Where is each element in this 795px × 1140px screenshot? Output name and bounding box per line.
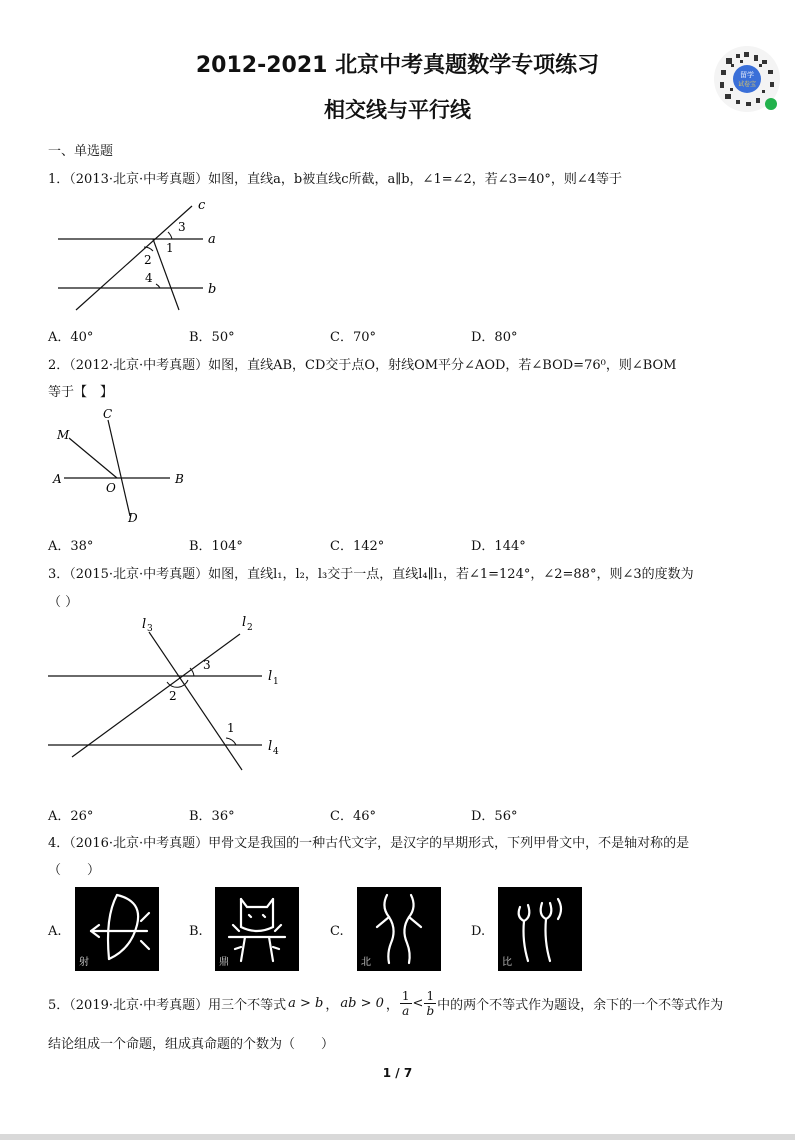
q1-option-d: D．80° (471, 330, 518, 345)
q4-option-d: D. (471, 924, 486, 939)
q3-option-d: D．56° (471, 809, 518, 824)
q1-angle-2: 2 (144, 253, 152, 267)
q2-label-m: M (57, 428, 70, 442)
q5-frac-b: $\frac{1}{b}$ (426, 989, 435, 1018)
q1-text: 1．（2013·北京·中考真题）如图，直线a，b被直线c所截，a∥b，∠1=∠2，若∠3=40°，则∠4等于 (48, 172, 623, 187)
q3-label-l4: l (268, 739, 273, 754)
qr-code (712, 44, 782, 114)
q2-option-c: C．142° (330, 539, 385, 554)
q4-glyph-a (75, 887, 159, 971)
page-number: 1 / 7 (382, 1066, 413, 1080)
q3-label-l1: l (268, 669, 273, 684)
q3-text-line2: （ ） (48, 595, 79, 610)
q2-ray-om (69, 438, 117, 478)
q4-caption-b: 鼎 (219, 957, 229, 968)
q5-text-pre: 5．（2019·北京·中考真题）用三个不等式 (48, 998, 287, 1013)
q1-angle-4: 4 (145, 271, 153, 285)
q4-glyph-c (357, 887, 441, 971)
q4-caption-c: 北 (361, 957, 371, 968)
q2-text-line1: 2．（2012·北京·中考真题）如图，直线AB，CD交于点O，射线OM平分∠AOD，若∠BOD=76⁰，则∠BOM (48, 358, 677, 373)
q3-option-a: A．26° (48, 809, 94, 824)
q1-label-c: c (198, 198, 206, 213)
q2-label-c: C (103, 407, 113, 421)
page-title: 2012-2021 北京中考真题数学专项练习 (195, 53, 600, 78)
q1-angle-3: 3 (178, 220, 186, 234)
q5-text-line2: 结论组成一个命题，组成真命题的个数为（ ） (48, 1037, 335, 1052)
q1-angle-1: 1 (166, 241, 174, 255)
q3-option-c: C．46° (330, 809, 376, 824)
q2-line-cd (108, 420, 130, 516)
q1-label-a: a (208, 232, 216, 247)
q4-caption-a: 射 (79, 957, 89, 968)
q2-figure (48, 404, 198, 528)
q3-angle-3: 3 (203, 658, 211, 672)
q4-option-a: A. (48, 924, 62, 939)
q2-label-o: O (106, 481, 116, 495)
q1-figure (48, 192, 238, 316)
q3-label-l2-sub: 2 (247, 623, 253, 633)
q5-lt: < (412, 996, 424, 1011)
q3-label-l4-sub: 4 (273, 747, 279, 757)
q3-line-l3 (149, 632, 242, 770)
q3-label-l2: l (242, 615, 247, 630)
q4-option-b: B. (189, 924, 203, 939)
q1-label-b: b (208, 282, 217, 297)
q3-figure (44, 612, 294, 774)
q4-text-line1: 4．（2016·北京·中考真题）甲骨文是我国的一种古代文字，是汉字的早期形式，下列甲骨文中，不是轴对称的是 (48, 836, 690, 851)
q2-label-b: B (175, 472, 184, 486)
q4-glyph-d (498, 887, 582, 971)
q2-option-b: B．104° (189, 539, 243, 554)
q1-line-c (76, 206, 192, 310)
q5-frac-a: $\frac{1}{a}$ (401, 989, 410, 1018)
q2-option-d: D．144° (471, 539, 526, 554)
page-bottom-bar (0, 1134, 795, 1140)
q2-label-a: A (53, 472, 62, 486)
q3-label-l1-sub: 1 (273, 677, 279, 687)
q2-label-d: D (128, 511, 138, 525)
q3-label-l3: l (142, 617, 147, 632)
q1-option-c: C．70° (330, 330, 376, 345)
q1-option-a: A．40° (48, 330, 94, 345)
q3-label-l3-sub: 3 (147, 624, 153, 634)
page-subtitle: 相交线与平行线 (324, 98, 471, 122)
q4-glyph-b (215, 887, 299, 971)
q3-angle-2: 2 (169, 689, 177, 703)
q2-text-line2: 等于【 】 (48, 385, 114, 400)
q3-text-line1: 3．（2015·北京·中考真题）如图，直线l₁，l₂，l₃交于一点，直线l₄∥l₁，若∠1=124°，∠2=88°，则∠3的度数为 (48, 567, 694, 582)
q3-line-l2 (72, 634, 240, 757)
q2-option-a: A．38° (48, 539, 94, 554)
q5-text-post: 中的两个不等式作为题设，余下的一个不等式作为 (437, 998, 724, 1013)
section-heading: 一、单选题 (48, 144, 114, 159)
q5-text-line1: 5．（2019·北京·中考真题）用三个不等式 a > b ， ab > 0 ， $\frac{1}{a}$ < $\frac{1}{b}$ 中的两个不等式作为题设，余下的一个不等式作为 (48, 989, 724, 1018)
q3-option-b: B．36° (189, 809, 235, 824)
q5-ineq-1: a > b (288, 996, 324, 1011)
q4-option-c: C. (330, 924, 344, 939)
q4-caption-d: 比 (502, 957, 512, 968)
q5-ineq-2: ab > 0 (340, 996, 384, 1011)
qr-badge-line1: 留学 (740, 71, 754, 79)
qr-badge-line2: 试卷宝 (737, 81, 757, 88)
q1-option-b: B．50° (189, 330, 235, 345)
q4-text-line2: （ ） (48, 863, 101, 878)
q3-angle-1: 1 (227, 721, 235, 735)
